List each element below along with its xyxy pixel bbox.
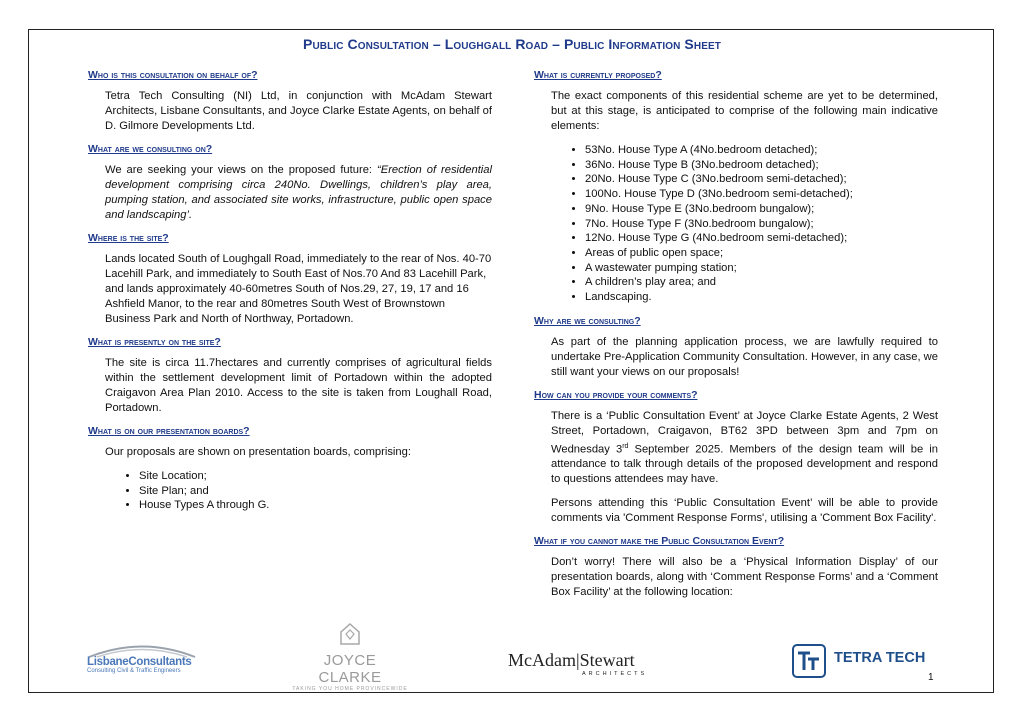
para-comments-2: Persons attending this ‘Public Consultation Event’ will be able to provide comments via 'Comment Response Forms', utilising a 'Comment Box Facility'.	[551, 497, 938, 525]
proposed-list	[534, 143, 938, 305]
heading-present-site: What is presently on the site?	[88, 336, 221, 348]
para-why: As part of the planning application process, we are lawfully required to undertake Pre-Application Community Consultation. However, in any case, we still want your views on our proposals!	[551, 335, 938, 378]
para-consulting-on	[105, 163, 492, 223]
joyce-sub: TAKING YOU HOME PROVINCEWIDE	[292, 686, 408, 692]
para-boards: Our proposals are shown on presentation boards, comprising:	[105, 446, 411, 458]
list-item: • 36No. House Type B (3No.bedroom detached);	[585, 158, 938, 173]
list-item: • 20No. House Type C (3No.bedroom semi-detached);	[585, 172, 938, 187]
list-item: • Landscaping.	[585, 290, 938, 305]
comments-sup: rd	[622, 442, 629, 450]
logo-strip	[0, 622, 1024, 692]
list-item: • A children’s play area; and	[585, 275, 938, 290]
lisbane-sub: Consulting Civil & Traffic Engineers	[87, 668, 181, 674]
heading-why: Why are we consulting?	[534, 314, 641, 327]
para-present-site: The site is circa 11.7hectares and currently comprises of agricultural fields within the settlement development limit of Portadown within the adopted Craigavon Area Plan 2010. Access to the site is taken from Loughall Road, Portadown.	[105, 357, 492, 414]
comments-text-b: September 2025. Members of the design team will be in attendance to talk through details of the proposed development and respond to questions attendees may have.	[551, 443, 938, 486]
list-item: • 12No. House Type G (4No.bedroom semi-detached);	[585, 231, 938, 246]
consulting-prefix: We are seeking your views on the proposed future:	[105, 164, 377, 176]
heading-behalf: Who is this consultation on behalf of?	[88, 69, 258, 81]
tetra-tech-name: TETRA TECH	[834, 650, 926, 666]
lisbane-logo	[87, 642, 202, 674]
list-item: • 9No. House Type E (3No.bedroom bungalow);	[585, 202, 938, 217]
list-item: • 53No. House Type A (4No.bedroom detached);	[585, 143, 938, 158]
list-item: • Site Location;	[139, 469, 492, 484]
right-column	[534, 69, 938, 609]
boards-list	[88, 469, 492, 513]
para-cannot-make: Don’t worry! There will also be a ‘Physical Information Display’ of our presentation boards, along with ‘Comment Response Forms’ and a ‘Comment Box Facility’ at the following location:	[551, 556, 938, 599]
page-number: 1	[928, 672, 934, 683]
house-outline-icon	[339, 622, 361, 646]
para-proposed: The exact components of this residential scheme are yet to be determined, but at this stage, is anticipated to comprise of the following main indicative elements:	[551, 90, 938, 132]
lisbane-name: LisbaneConsultants	[87, 656, 192, 668]
heading-cannot-make: What if you cannot make the Public Consultation Event?	[534, 535, 785, 548]
list-item: • A wastewater pumping station;	[585, 261, 938, 276]
mcadam-sub: ARCHITECTS	[582, 671, 648, 677]
tetra-tech-mark-icon	[792, 644, 826, 678]
comments-text-a: There is a ‘Public Consultation Event’ at Joyce Clarke Estate Agents, 2 West Street, Portadown, Craigavon, BT62 3PD between 3pm and 7pm on Wednesday 3	[551, 409, 938, 456]
mcadam-stewart-logo	[508, 650, 648, 677]
list-item: • House Types A through G.	[139, 498, 492, 513]
para-behalf: Tetra Tech Consulting (NI) Ltd, in conjunction with McAdam Stewart Architects, Lisbane Consultants, and Joyce Clarke Estate Agents, on behalf of D. Gilmore Developments Ltd.	[105, 90, 492, 132]
list-item: • 7No. House Type F (3No.bedroom bungalow);	[585, 217, 938, 232]
heading-boards: What is on our presentation boards?	[88, 425, 250, 437]
list-item: • Areas of public open space;	[585, 246, 938, 261]
heading-site: Where is the site?	[88, 232, 169, 244]
left-column	[88, 69, 492, 523]
heading-comments: How can you provide your comments?	[534, 388, 698, 401]
heading-proposed: What is currently proposed?	[534, 69, 662, 81]
heading-consulting-on: What are we consulting on?	[88, 143, 213, 155]
consulting-proposal: “Erection of residential development comprising circa 240No. Dwellings, children’s play area, pumping station, and associated site works, infrastructure, public open space and landscaping’.	[105, 164, 492, 221]
para-site: Lands located South of Loughgall Road, immediately to the rear of Nos. 40-70 Lacehill Park, and immediately to South East of Nos.70 And 83 Lacehill Park, and lands approximately 40-60metres South of Nos.29, 27, 19, 17 and 16 Ashfield Manor, to the rear and 80metres South West of Brownstown Business Park and North of Northway, Portadown.	[105, 253, 492, 325]
list-item: • Site Plan; and	[139, 484, 492, 499]
page-title: Public Consultation – Loughgall Road – Public Information Sheet	[303, 36, 721, 52]
joyce-clarke-logo	[290, 622, 410, 692]
list-item: • 100No. House Type D (3No.bedroom semi-detached);	[585, 187, 938, 202]
joyce-name: JOYCE CLARKE	[318, 652, 382, 686]
para-comments	[551, 409, 938, 488]
mcadam-name: McAdam|Stewart	[508, 650, 635, 670]
